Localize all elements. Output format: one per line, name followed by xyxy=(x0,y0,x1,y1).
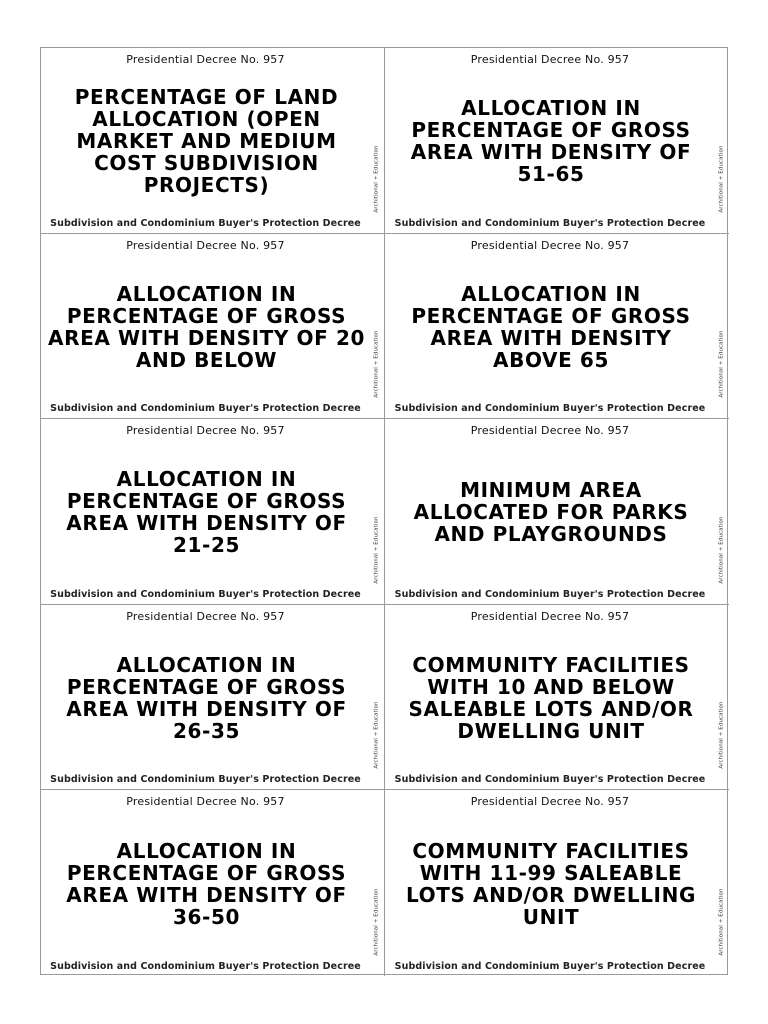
flashcard xyxy=(41,790,385,976)
card-footer: Subdivision and Condominium Buyer's Protection Decree xyxy=(50,588,361,600)
card-side-label: Architional + Education xyxy=(374,330,381,398)
card-title: ALLOCATION IN PERCENTAGE OF GROSS AREA WITH DENSITY OF 26-35 xyxy=(66,653,347,744)
card-footer: Subdivision and Condominium Buyer's Protection Decree xyxy=(394,217,706,229)
flashcard-sheet xyxy=(40,47,728,975)
card-title: COMMUNITY FACILITIES WITH 10 AND BELOW SALEABLE LOTS AND/OR DWELLING UNIT xyxy=(408,653,694,744)
card-title: COMMUNITY FACILITIES WITH 11-99 SALEABLE LOTS AND/OR DWELLING UNIT xyxy=(406,839,696,930)
flashcard xyxy=(385,790,729,976)
card-side-label: Architional + Education xyxy=(374,145,381,213)
flashcard xyxy=(41,419,385,605)
card-side-label: Architional + Education xyxy=(719,888,726,956)
flashcard xyxy=(385,234,729,420)
card-title: MINIMUM AREA ALLOCATED FOR PARKS AND PLAYGROUNDS xyxy=(413,478,689,547)
card-footer: Subdivision and Condominium Buyer's Protection Decree xyxy=(50,403,361,415)
card-header: Presidential Decree No. 957 xyxy=(470,424,630,438)
card-footer: Subdivision and Condominium Buyer's Protection Decree xyxy=(394,960,706,972)
flashcard xyxy=(41,48,385,234)
card-side-label: Architional + Education xyxy=(719,145,726,213)
card-title: ALLOCATION IN PERCENTAGE OF GROSS AREA WITH DENSITY OF 51-65 xyxy=(410,96,692,187)
card-header: Presidential Decree No. 957 xyxy=(126,609,285,623)
card-footer: Subdivision and Condominium Buyer's Protection Decree xyxy=(394,588,706,600)
card-side-label: Architional + Education xyxy=(719,330,726,398)
card-footer: Subdivision and Condominium Buyer's Protection Decree xyxy=(50,774,361,786)
card-title: ALLOCATION IN PERCENTAGE OF GROSS AREA WITH DENSITY ABOVE 65 xyxy=(411,281,691,372)
card-side-label: Architional + Education xyxy=(374,888,381,956)
card-header: Presidential Decree No. 957 xyxy=(470,238,630,252)
flashcard xyxy=(385,605,729,791)
card-header: Presidential Decree No. 957 xyxy=(126,424,285,438)
card-header: Presidential Decree No. 957 xyxy=(470,795,630,809)
card-side-label: Architional + Education xyxy=(374,516,381,584)
card-header: Presidential Decree No. 957 xyxy=(470,53,630,66)
card-footer: Subdivision and Condominium Buyer's Protection Decree xyxy=(394,403,706,415)
card-header: Presidential Decree No. 957 xyxy=(126,795,285,809)
card-side-label: Architional + Education xyxy=(719,701,726,769)
card-footer: Subdivision and Condominium Buyer's Protection Decree xyxy=(50,960,361,972)
flashcard xyxy=(41,605,385,791)
flashcard xyxy=(41,234,385,420)
flashcard xyxy=(385,419,729,605)
card-title: PERCENTAGE OF LAND ALLOCATION (OPEN MARKET AND MEDIUM COST SUBDIVISION PROJECTS) xyxy=(74,85,339,198)
card-footer: Subdivision and Condominium Buyer's Protection Decree xyxy=(394,774,706,786)
card-title: ALLOCATION IN PERCENTAGE OF GROSS AREA WITH DENSITY OF 20 AND BELOW xyxy=(47,281,366,372)
card-footer: Subdivision and Condominium Buyer's Protection Decree xyxy=(50,217,361,229)
card-header: Presidential Decree No. 957 xyxy=(126,238,285,252)
card-title: ALLOCATION IN PERCENTAGE OF GROSS AREA WITH DENSITY OF 21-25 xyxy=(66,467,347,558)
card-title: ALLOCATION IN PERCENTAGE OF GROSS AREA WITH DENSITY OF 36-50 xyxy=(66,839,347,930)
card-side-label: Architional + Education xyxy=(374,701,381,769)
card-side-label: Architional + Education xyxy=(719,516,726,584)
flashcard xyxy=(385,48,729,234)
card-header: Presidential Decree No. 957 xyxy=(470,609,630,623)
card-header: Presidential Decree No. 957 xyxy=(126,53,285,66)
